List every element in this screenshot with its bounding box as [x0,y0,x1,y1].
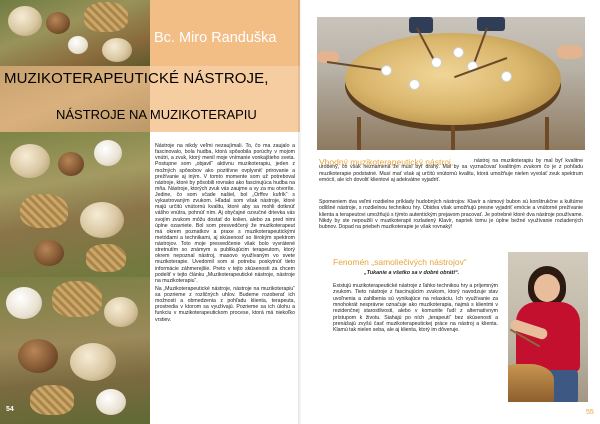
drum-image [34,240,64,266]
drum-image [70,343,116,381]
drum-image [46,12,70,34]
mallet-head [501,71,512,82]
section-text: nástroj na muzikoterapiu by mal byť kvalitne urobený, čo však neznamená že musí byť drahý. Mal by sa vyznačovať kvalitným zvukom čo je z pohľadu muzikoterapie podstatné. Musí mať však aj určitú vnútornú kvalitu, ktorá umožňuje nielen vyvolať zvuk spektrum emócií, ale ich dovoliť klientovi aj adekvátne vyjadriť. [319,158,583,184]
basket-image [30,385,74,415]
drum-image [8,6,42,36]
stand-leg [357,117,361,150]
basket-image [52,281,102,317]
author-name: Bc. Miro Randuška [154,30,277,46]
basket-image [84,2,128,32]
mallet-head [409,79,420,90]
face-shape [534,274,560,302]
mallet-head [453,47,464,58]
drum-image [96,389,126,415]
section-text: Existujú muzikoterapeutické nástroje z ľahko technikou hry a príjemným zvukom. Tieto nástroje z fascinujúcim zvukom, ktorý navodzuje stav uvoľnenia a zahlbenia sú vynikajúce na relaxáciu. Ich využívanie za mnohokrát nesprávne označuje ako muzikoterapia, najmä s klientmi v rezidenčnej starostlivosti, alebo v komunite ľudí z alternatívnym prístupom k životu. Siahajú po ních „terapeuti“ bez skúseností a prenášajú zvyšú časť muzikoterapeutickej práce na nástroj a klienta. Klamú tak nielen seba, ale aj klienta, ktorý im dôveruje. [333,283,498,334]
stand-leg [451,125,455,150]
child-drumming-photo [508,252,588,402]
drum-shape [508,364,554,402]
drum-image [6,287,42,319]
drum-image [58,152,84,176]
basket-image [20,194,68,228]
drum-image [80,202,124,238]
page-number-right: 55 [586,409,594,416]
sleeve-image [409,17,433,33]
instruments-photo-bottom [0,277,150,424]
instruments-photo-middle [0,132,150,277]
drum-image [10,144,50,178]
body-paragraph: Na „Muzikoterapeutické nástroje, nástroje na muzikoterapiu“ sa pozrieme z rozličných uhlov. Budeme rozoberať ich možnosti a obmedzenia z pohľadu klienta, terapeuta, prostredia v ktorom sa využívajú. Pozrieme sa ich úlohu a funkciu v muzikoterapeutickom procese, ktorá má niekoľko vrstiev. [155,285,295,323]
left-body-text [155,143,295,325]
stand-leg [545,117,549,150]
frame-drum-photo [317,17,585,150]
section-quote: „Tukanie a všetko sa v dobré obráti“. [364,270,460,276]
basket-image [86,244,126,272]
section-text: Spomeniem dva veľmi rozdielne príklady hudobných nástrojov. Klavír a rámový bubon sú konštrukčne a kultúrne odlišné nástroje, s rozdielnou technikou hry. Obidva však umožňujú presne vyjadriť emócie a vnútorné prežívanie klienta a terapeutovi umožňujú s týmto autentickým prejavom pracovať. Je potrebné ktoré dva nástroje používame. Nikdy by ste nepoužili v muzikoterapii rozladený Klavír, napriek tomu je úplne bežné využívanie rozladených bubnov. Dopad na priebeh muzikoterapie je však rovnaký! [319,199,583,231]
article-subtitle: NÁSTROJE NA MUZIKOTERAPIU [56,107,257,122]
body-paragraph: Nástroje na nikdy veľmi nezaujímali. To, čo ma zaujalo a fascinovalo, bola hudba, ktorá spôsobila porúchy v mojom vnútri, a zvuk, ktorý menil moje vnímanie vonkajšieho sveta. Postupne som „objavil“ aktívnu muzikoterapiu, jeden z možných spôsobov ako pozitívne ovplyvniť prirovanie a prežívanie aj iným. V tomto momente som už potreboval nástroje, ktoré by pôsobili rovnako ako fascinujúca hudba na mňa. Nástroje, ktorých zvuk vás zaujme a vy za mu otvoríte. Jedine, čo som včade našiel, bol „Orffov kufrík“ s vykastrovaným zvukom. Hľadal som však nástroje, ktoré majú určitú vnútornú kvalitu, ktoré aby sa mohli dotknúť vášho vnútra, pohnúť ním. Aj obyčajné ozvučné drievka vás svojím zvukom môžu dostať do kolien, alebo za pred nimi úplne ozavriete. Bol som presvedčený že muzikoterapeut má okrem poznatkov a praxe s muzikoterapeutickými metódami a technikami, aj skúsenosť so širokým spektrom nástrojov. Toto moje presvedčenie však bolo vyvrátené stretnutím so známym a publikujúcim terapeutom, ktorý okrem nepoznal nástroj, masovo využívaným vo svete muzikoterapie. Uvedomil som si potrebu poskytnúť tieto informácie záhmerejšie. Preto v tejto skúsenosti za chcem podeliť v tejto článku „Muzikoterapeutické nástroje, nástroje na muzikoterapiu“. [155,143,295,284]
article-title: MUZIKOTERAPEUTICKÉ NÁSTROJE, [4,70,269,87]
instruments-photo-top [0,0,150,66]
drum-image [18,339,58,373]
mallet-head [381,65,392,76]
drum-image [104,297,138,327]
drum-image [68,36,88,54]
hand-image [557,45,583,59]
sleeve-image [477,17,505,31]
page-gutter [298,0,302,424]
section-heading: Fenomén „samoliečivých nástrojov“ [333,257,467,267]
frame-drum-image [345,33,561,125]
page-number-left: 54 [6,406,14,413]
drum-image [102,38,132,62]
drum-image [94,140,122,166]
mallet-head [431,57,442,68]
section-heading: Vhodný muzikoterapeutický nástroj, [319,157,454,167]
